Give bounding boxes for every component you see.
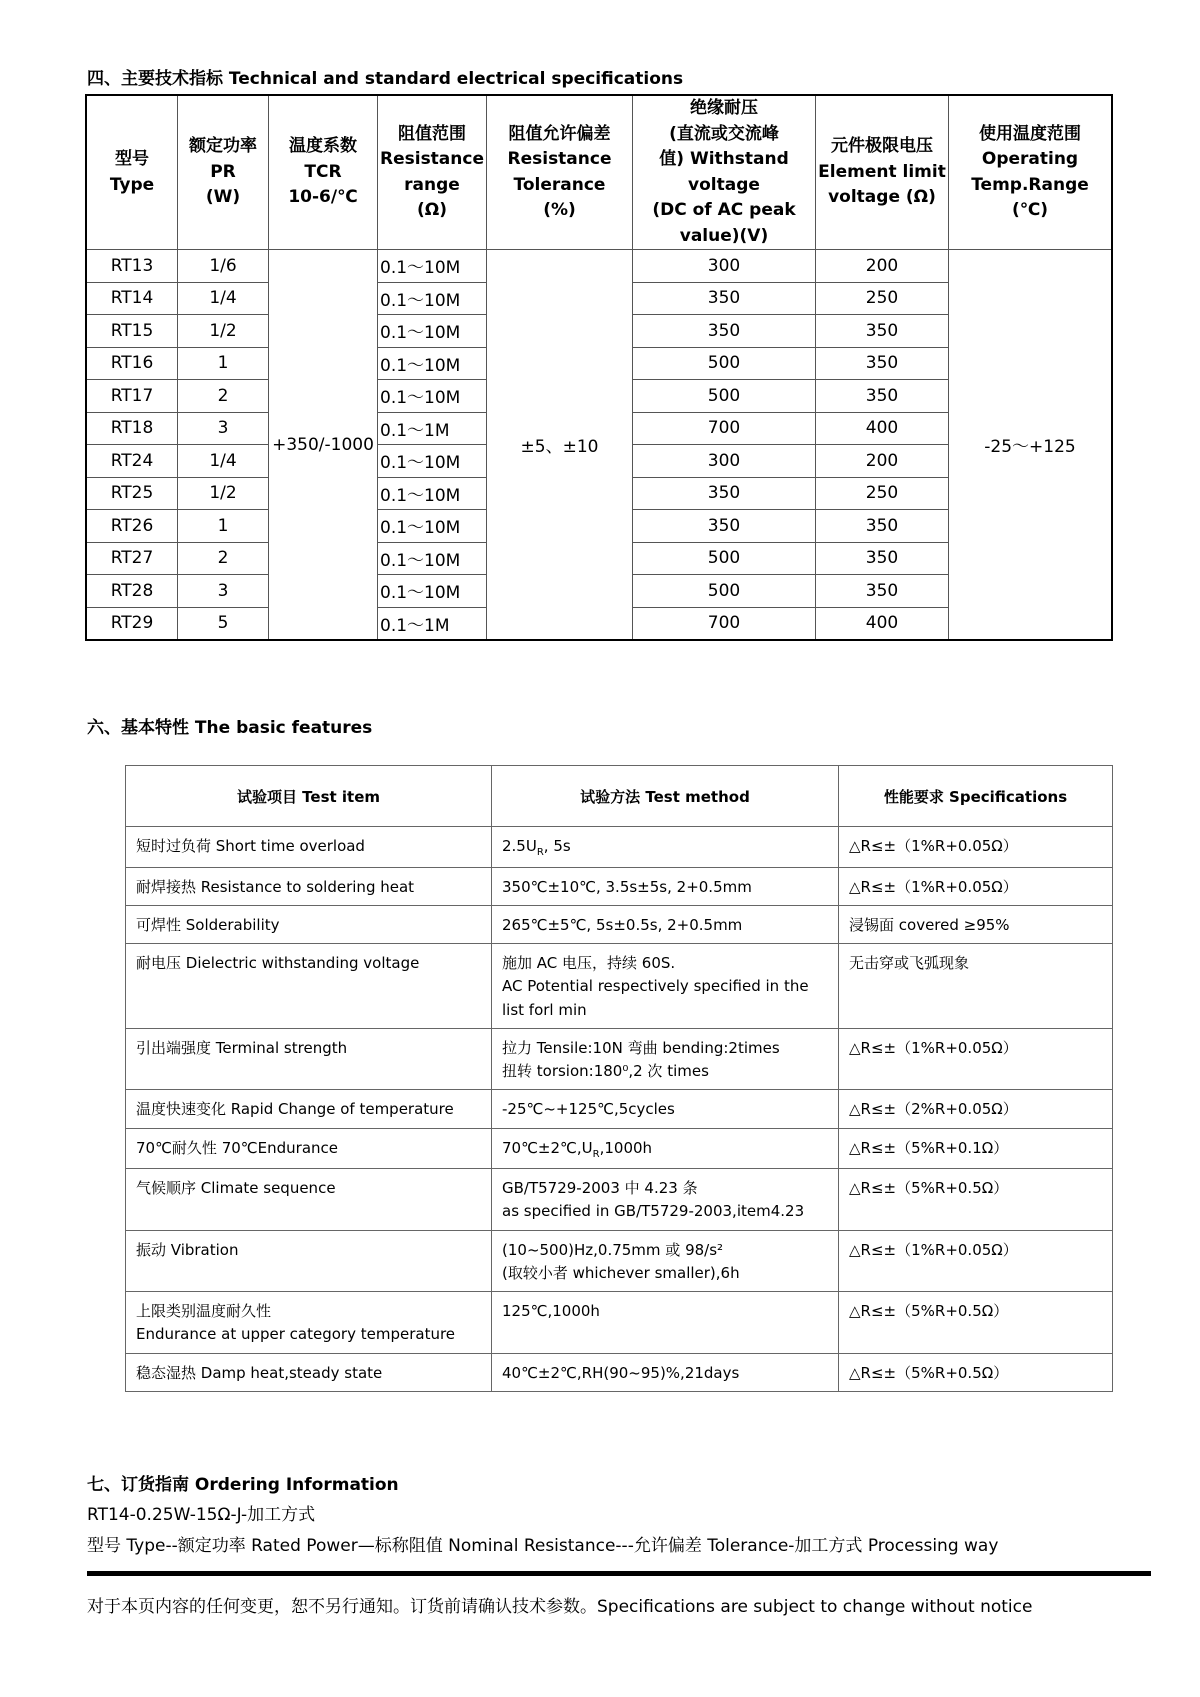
cell-power: 1/6 <box>178 250 269 283</box>
feature-method <box>492 944 839 1029</box>
feature-method-line: 拉力 Tensile:10N 弯曲 bending:2times <box>502 1038 780 1057</box>
feature-item-line: 上限类别温度耐久性 <box>136 1302 272 1320</box>
header-line: Tolerance <box>513 174 606 195</box>
feature-method-line: 350℃±10℃, 3.5s±5s, 2+0.5mm <box>502 877 752 896</box>
footer-divider <box>87 1571 1151 1576</box>
feature-method <box>492 1292 839 1354</box>
feature-spec-line: 无击穿或飞弧现象 <box>849 954 970 972</box>
spec-table <box>85 94 1113 641</box>
feature-spec <box>839 1353 1113 1391</box>
header-type <box>86 95 178 250</box>
cell-limit: 250 <box>816 477 949 510</box>
feature-spec-line: △R≤±（5%R+0.5Ω） <box>849 1302 1009 1320</box>
feature-row <box>126 1169 1113 1231</box>
feature-method-line: (取较小者 whichever smaller),6h <box>502 1263 740 1282</box>
header-test-item: 试验项目 Test item <box>126 766 492 827</box>
cell-type: RT18 <box>86 412 178 445</box>
cell-range: 0.1～10M <box>378 282 487 315</box>
feature-method-line: -25℃~+125℃,5cycles <box>502 1100 675 1119</box>
cell-limit: 350 <box>816 347 949 380</box>
header-line: 10-6/℃ <box>288 187 358 208</box>
cell-type: RT16 <box>86 347 178 380</box>
header-line: value)(V) <box>679 225 769 246</box>
header-test-method: 试验方法 Test method <box>492 766 839 827</box>
header-line: (%) <box>543 200 576 220</box>
cell-type: RT24 <box>86 445 178 478</box>
feature-method <box>492 1128 839 1169</box>
feature-spec <box>839 1292 1113 1354</box>
cell-limit: 350 <box>816 575 949 608</box>
cell-limit: 350 <box>816 542 949 575</box>
header-temp <box>949 95 1113 250</box>
header-line: (DC of AC peak <box>652 200 796 220</box>
feature-method <box>492 1353 839 1391</box>
cell-type: RT17 <box>86 380 178 413</box>
feature-item <box>126 944 492 1029</box>
cell-power: 1/4 <box>178 445 269 478</box>
feature-spec <box>839 1090 1113 1128</box>
section6-title: 六、基本特性 The basic features <box>87 718 373 738</box>
feature-item-line: 振动 Vibration <box>136 1240 239 1259</box>
feature-method-line: 40℃±2℃,RH(90~95)%,21days <box>502 1363 740 1382</box>
cell-type: RT26 <box>86 510 178 543</box>
cell-withstand: 700 <box>633 607 816 640</box>
cell-limit: 200 <box>816 445 949 478</box>
cell-range: 0.1～10M <box>378 380 487 413</box>
feature-method <box>492 1169 839 1231</box>
feature-method <box>492 867 839 905</box>
feature-method <box>492 1090 839 1128</box>
section4-title: 四、主要技术指标 Technical and standard electrical specifications <box>87 69 684 89</box>
feature-method-line: (10~500)Hz,0.75mm 或 98/s² <box>502 1240 724 1259</box>
cell-power: 5 <box>178 607 269 640</box>
feature-item-line: 短时过负荷 Short time overload <box>136 837 365 855</box>
header-withstand <box>633 95 816 250</box>
feature-spec <box>839 867 1113 905</box>
feature-spec-line: △R≤±（1%R+0.05Ω） <box>849 1240 1018 1259</box>
cell-limit: 350 <box>816 315 949 348</box>
feature-item <box>126 827 492 868</box>
cell-power: 2 <box>178 380 269 413</box>
feature-item <box>126 905 492 943</box>
cell-withstand: 300 <box>633 250 816 283</box>
cell-withstand: 500 <box>633 575 816 608</box>
header-line: range <box>404 174 460 195</box>
header-line: Temp.Range <box>971 174 1089 195</box>
feature-method-line: GB/T5729-2003 中 4.23 条 <box>502 1179 698 1197</box>
feature-row <box>126 827 1113 868</box>
feature-item-line: 温度快速变化 Rapid Change of temperature <box>136 1100 454 1119</box>
feature-method-line: 扭转 torsion:180⁰,2 次 times <box>502 1062 709 1080</box>
feature-row <box>126 867 1113 905</box>
feature-spec <box>839 905 1113 943</box>
feature-item <box>126 1230 492 1292</box>
features-body <box>126 827 1113 1392</box>
cell-range: 0.1～10M <box>378 315 487 348</box>
cell-limit: 400 <box>816 607 949 640</box>
cell-range: 0.1～10M <box>378 510 487 543</box>
spec-body <box>86 250 1112 641</box>
footer-notice: 对于本页内容的任何变更，恕不另行通知。订货前请确认技术参数。Specifications are subject to change without notice <box>87 1597 1033 1617</box>
cell-tolerance: ±5、±10 <box>487 250 633 641</box>
feature-row <box>126 1230 1113 1292</box>
header-line: Resistance <box>380 149 484 169</box>
feature-method-line: as specified in GB/T5729-2003,item4.23 <box>502 1202 805 1221</box>
header-line: 元件极限电压 <box>831 136 933 157</box>
feature-item-line: 引出端强度 Terminal strength <box>136 1038 348 1057</box>
cell-limit: 350 <box>816 510 949 543</box>
header-tcr <box>269 95 378 250</box>
cell-power: 1 <box>178 347 269 380</box>
feature-spec-line: △R≤±（5%R+0.5Ω） <box>849 1179 1009 1197</box>
header-line: Type <box>109 174 155 195</box>
feature-row <box>126 1128 1113 1169</box>
ordering-example: RT14-0.25W-15Ω-J-加工方式 <box>87 1505 316 1525</box>
cell-withstand: 350 <box>633 477 816 510</box>
feature-row <box>126 1292 1113 1354</box>
feature-item-line: 70℃耐久性 70℃Endurance <box>136 1138 338 1157</box>
header-line: voltage <box>688 174 760 195</box>
header-tolerance <box>487 95 633 250</box>
feature-method-line: AC Potential respectively specified in the list forl min <box>502 977 809 1019</box>
cell-power: 3 <box>178 575 269 608</box>
cell-limit: 350 <box>816 380 949 413</box>
cell-range: 0.1～10M <box>378 575 487 608</box>
header-line: 温度系数 <box>289 136 357 157</box>
cell-limit: 400 <box>816 412 949 445</box>
feature-spec-line: △R≤±（1%R+0.05Ω） <box>849 837 1018 855</box>
feature-spec-line: △R≤±（1%R+0.05Ω） <box>849 1038 1018 1057</box>
feature-item <box>126 1169 492 1231</box>
cell-type: RT14 <box>86 282 178 315</box>
header-line: Element limit <box>818 161 946 182</box>
cell-range: 0.1～10M <box>378 445 487 478</box>
cell-power: 1/2 <box>178 315 269 348</box>
cell-type: RT29 <box>86 607 178 640</box>
cell-withstand: 300 <box>633 445 816 478</box>
cell-range: 0.1～10M <box>378 250 487 283</box>
header-limit <box>816 95 949 250</box>
header-line: PR <box>210 161 236 182</box>
feature-spec-line: △R≤±（1%R+0.05Ω） <box>849 877 1018 896</box>
header-line: Operating <box>981 149 1079 169</box>
cell-type: RT28 <box>86 575 178 608</box>
cell-type: RT25 <box>86 477 178 510</box>
spec-header-row <box>86 95 1112 250</box>
cell-type: RT27 <box>86 542 178 575</box>
features-table <box>125 765 1113 1392</box>
ordering-legend: 型号 Type--额定功率 Rated Power—标称阻值 Nominal Resistance---允许偏差 Tolerance-加工方式 Processing way <box>87 1536 999 1556</box>
feature-row <box>126 944 1113 1029</box>
feature-method-line: $2.5U_R$, 5s <box>502 837 571 858</box>
cell-power: 2 <box>178 542 269 575</box>
cell-range: 0.1～10M <box>378 542 487 575</box>
feature-row <box>126 1028 1113 1090</box>
cell-withstand: 500 <box>633 542 816 575</box>
header-line: 值) Withstand <box>659 149 789 169</box>
header-line: 额定功率 <box>189 136 257 157</box>
feature-spec <box>839 1230 1113 1292</box>
feature-method <box>492 1028 839 1090</box>
cell-withstand: 350 <box>633 315 816 348</box>
feature-item-line: 耐电压 Dielectric withstanding voltage <box>136 954 420 972</box>
cell-range: 0.1～10M <box>378 477 487 510</box>
header-line: (Ω) <box>417 200 447 220</box>
cell-withstand: 700 <box>633 412 816 445</box>
header-line: 型号 <box>115 149 149 169</box>
header-line: (W) <box>205 187 241 208</box>
header-range <box>378 95 487 250</box>
header-line: (℃) <box>1011 200 1049 220</box>
feature-spec-line: 浸锡面 covered ≥95% <box>849 915 1010 934</box>
section7-title: 七、订货指南 Ordering Information <box>87 1475 399 1495</box>
feature-spec-line: △R≤±（5%R+0.5Ω） <box>849 1363 1009 1382</box>
header-line: 阻值范围 <box>398 123 466 144</box>
spec-row <box>86 250 1112 283</box>
feature-spec <box>839 827 1113 868</box>
feature-spec <box>839 1169 1113 1231</box>
feature-method <box>492 1230 839 1292</box>
header-line: 使用温度范围 <box>979 123 1081 144</box>
cell-tcr: +350/-1000 <box>269 250 378 641</box>
cell-withstand: 500 <box>633 347 816 380</box>
cell-range: 0.1～1M <box>378 412 487 445</box>
cell-temp: -25～+125 <box>949 250 1113 641</box>
feature-item-line: 可焊性 Solderability <box>136 915 280 934</box>
cell-type: RT15 <box>86 315 178 348</box>
feature-method-line: 125℃,1000h <box>502 1302 600 1320</box>
cell-withstand: 350 <box>633 510 816 543</box>
feature-item-line: 稳态湿热 Damp heat,steady state <box>136 1363 383 1382</box>
feature-spec-line: △R≤±（2%R+0.05Ω） <box>849 1100 1018 1119</box>
feature-item <box>126 1292 492 1354</box>
feature-method <box>492 827 839 868</box>
feature-method-line: 265℃±5℃, 5s±0.5s, 2+0.5mm <box>502 915 743 934</box>
header-line: TCR <box>304 161 342 182</box>
feature-item <box>126 1090 492 1128</box>
feature-item-line: Endurance at upper category temperature <box>136 1325 456 1344</box>
cell-range: 0.1～1M <box>378 607 487 640</box>
cell-withstand: 350 <box>633 282 816 315</box>
feature-item-line: 气候顺序 Climate sequence <box>136 1179 336 1197</box>
feature-row <box>126 1353 1113 1391</box>
header-line: Resistance <box>507 149 612 169</box>
feature-item <box>126 1028 492 1090</box>
feature-method-line: $70℃\pm 2℃,U_R,1000h$ <box>502 1138 653 1160</box>
feature-row <box>126 1090 1113 1128</box>
feature-item <box>126 1353 492 1391</box>
cell-limit: 250 <box>816 282 949 315</box>
feature-row <box>126 905 1113 943</box>
cell-power: 1/2 <box>178 477 269 510</box>
feature-spec-line: △R≤±（5%R+0.1Ω） <box>849 1138 1009 1157</box>
header-line: 绝缘耐压 <box>690 98 758 118</box>
feature-method-line: 施加 AC 电压，持续 60S. <box>502 954 676 972</box>
cell-withstand: 500 <box>633 380 816 413</box>
cell-type: RT13 <box>86 250 178 283</box>
cell-power: 1 <box>178 510 269 543</box>
feature-item <box>126 867 492 905</box>
feature-spec <box>839 1128 1113 1169</box>
feature-spec <box>839 944 1113 1029</box>
cell-power: 3 <box>178 412 269 445</box>
header-line: 阻值允许偏差 <box>508 123 611 144</box>
features-header-row <box>126 766 1113 827</box>
header-line: (直流或交流峰 <box>669 123 779 144</box>
feature-item <box>126 1128 492 1169</box>
feature-method <box>492 905 839 943</box>
feature-spec <box>839 1028 1113 1090</box>
cell-power: 1/4 <box>178 282 269 315</box>
cell-range: 0.1～10M <box>378 347 487 380</box>
header-power <box>178 95 269 250</box>
header-line: voltage (Ω) <box>828 187 936 208</box>
cell-limit: 200 <box>816 250 949 283</box>
header-specifications: 性能要求 Specifications <box>839 766 1113 827</box>
feature-item-line: 耐焊接热 Resistance to soldering heat <box>136 877 415 896</box>
